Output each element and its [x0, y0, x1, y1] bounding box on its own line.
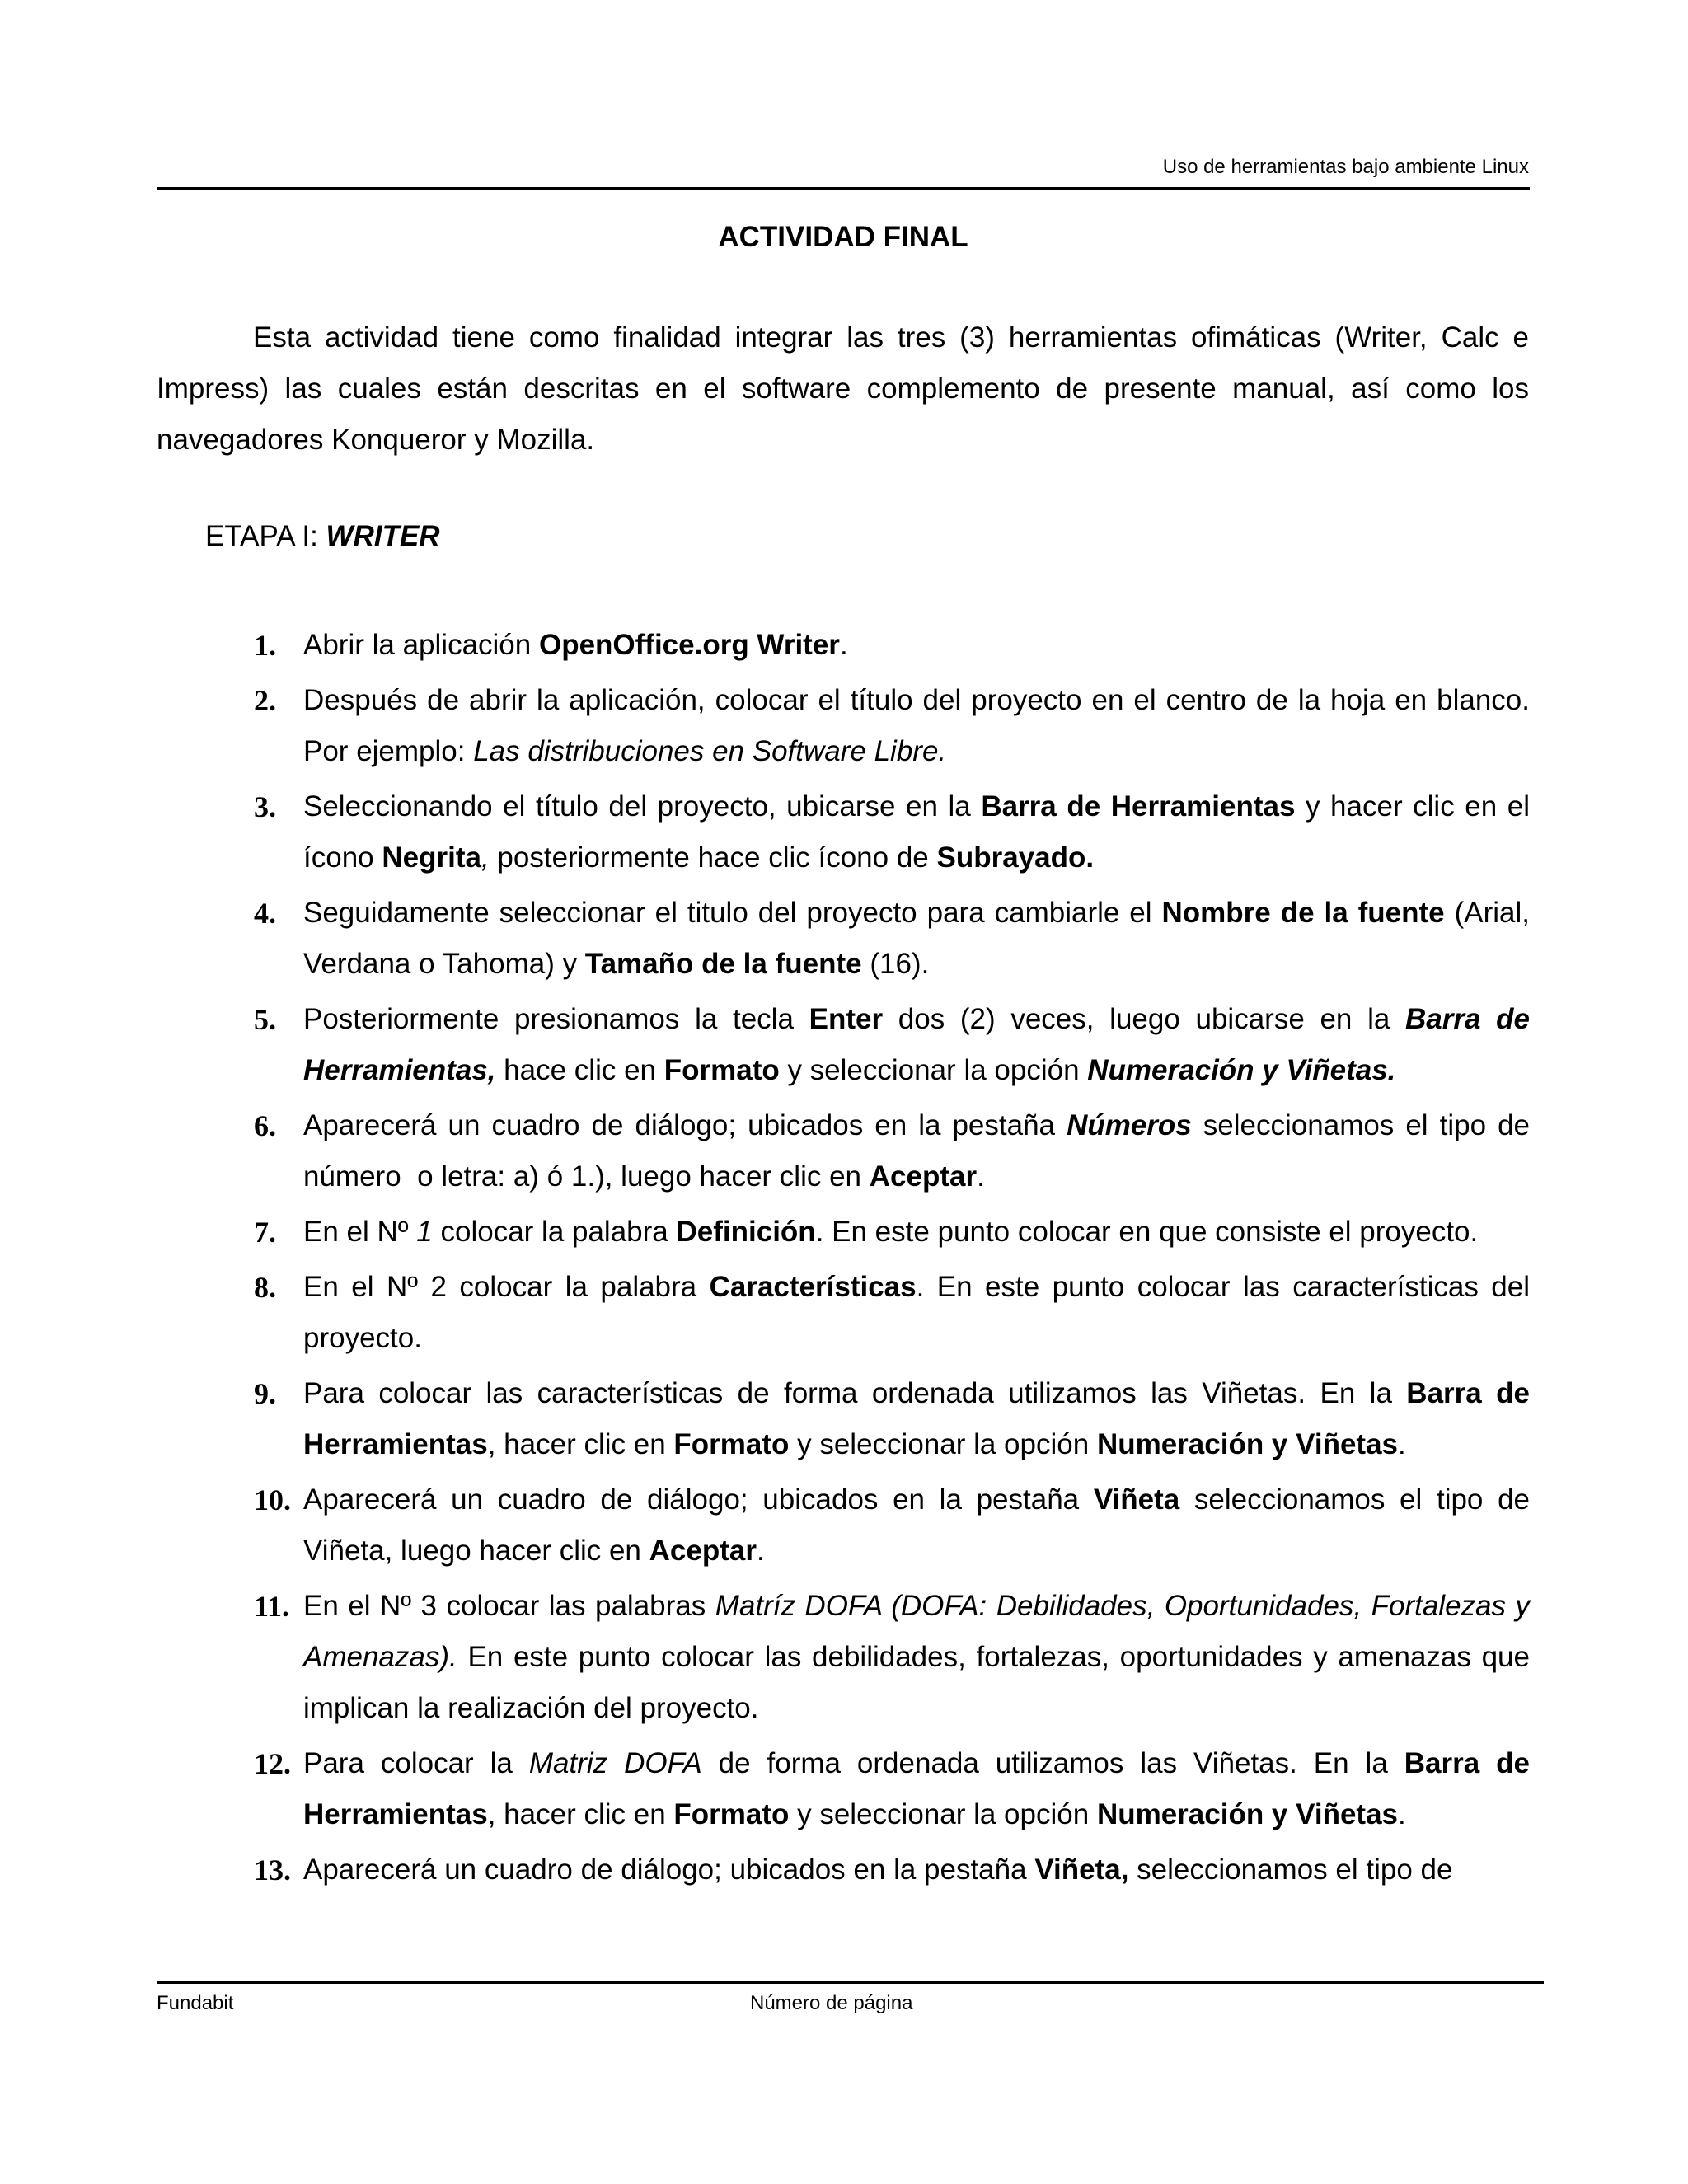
- list-item: 10. Aparecerá un cuadro de diálogo; ubicados en la pestaña Viñeta seleccionamos el tipo de Viñeta, luego hacer clic en Aceptar.: [247, 1474, 1530, 1577]
- list-number: 3.: [254, 790, 276, 823]
- list-number: 9.: [254, 1377, 276, 1410]
- list-item: 8. En el Nº 2 colocar la palabra Características. En este punto colocar las características del proyecto.: [247, 1262, 1530, 1364]
- list-item: 6. Aparecerá un cuadro de diálogo; ubicados en la pestaña Números seleccionamos el tipo de número o letra: a) ó 1.), luego hacer clic en Aceptar.: [247, 1100, 1530, 1202]
- list-number: 4.: [254, 897, 276, 930]
- header-rule: [157, 187, 1530, 190]
- list-item: 7. En el Nº 1 colocar la palabra Definición. En este punto colocar en que consiste el proyecto.: [247, 1207, 1530, 1258]
- list-item: 11. En el Nº 3 colocar las palabras Matríz DOFA (DOFA: Debilidades, Oportunidades, Fortalezas y Amenazas). En este punto colocar las debilidades, fortalezas, oportunidades y amenazas que implican la realización del proyecto.: [247, 1581, 1530, 1734]
- list-number: 13.: [254, 1854, 291, 1886]
- steps-list: [247, 620, 1538, 1900]
- list-item: 3. Seleccionando el título del proyecto, ubicarse en la Barra de Herramientas y hacer clic en el ícono Negrita, posteriormente hace clic ícono de Subrayado.: [247, 781, 1530, 883]
- list-item: 9. Para colocar las características de forma ordenada utilizamos las Viñetas. En la Barra de Herramientas, hacer clic en Formato y seleccionar la opción Numeración y Viñetas.: [247, 1368, 1530, 1470]
- stage-name: WRITER: [326, 520, 440, 552]
- list-item: 1. Abrir la aplicación OpenOffice.org Writer.: [247, 620, 1530, 671]
- list-item: 12. Para colocar la Matriz DOFA de forma ordenada utilizamos las Viñetas. En la Barra de Herramientas, hacer clic en Formato y seleccionar la opción Numeración y Viñetas.: [247, 1738, 1530, 1840]
- footer-organization: Fundabit: [157, 1992, 234, 2014]
- stage-heading: [205, 517, 440, 556]
- list-number: 2.: [254, 684, 276, 717]
- list-item: 13. Aparecerá un cuadro de diálogo; ubicados en la pestaña Viñeta, seleccionamos el tipo de: [247, 1844, 1530, 1896]
- list-number: 10.: [254, 1483, 291, 1516]
- list-number: 1.: [254, 629, 276, 662]
- list-item: 2. Después de abrir la aplicación, colocar el título del proyecto en el centro de la hoja en blanco. Por ejemplo: Las distribuciones en Software Libre.: [247, 675, 1530, 777]
- footer-rule: [157, 1981, 1544, 1984]
- list-number: 11.: [254, 1590, 290, 1623]
- stage-prefix: ETAPA I:: [205, 520, 326, 552]
- running-header: Uso de herramientas bajo ambiente Linux: [1162, 156, 1529, 178]
- footer-page-number: Número de página: [750, 1992, 913, 2014]
- list-number: 6.: [254, 1109, 276, 1142]
- list-number: 5.: [254, 1003, 276, 1036]
- page-title: ACTIVIDAD FINAL: [718, 221, 968, 253]
- list-number: 12.: [254, 1747, 291, 1780]
- list-number: 8.: [254, 1271, 276, 1304]
- intro-paragraph: Esta actividad tiene como finalidad integrar las tres (3) herramientas ofimáticas (Writer, Calc e Impress) las cuales están descritas en el software complemento de presente manual, así como los navegadores Konqueror y Mozilla.: [157, 321, 1529, 456]
- list-number: 7.: [254, 1216, 276, 1249]
- list-item: 5. Posteriormente presionamos la tecla Enter dos (2) veces, luego ubicarse en la Barra de Herramientas, hace clic en Formato y seleccionar la opción Numeración y Viñetas.: [247, 994, 1530, 1096]
- list-item: 4. Seguidamente seleccionar el titulo del proyecto para cambiarle el Nombre de la fuente (Arial, Verdana o Tahoma) y Tamaño de la fuente (16).: [247, 888, 1530, 990]
